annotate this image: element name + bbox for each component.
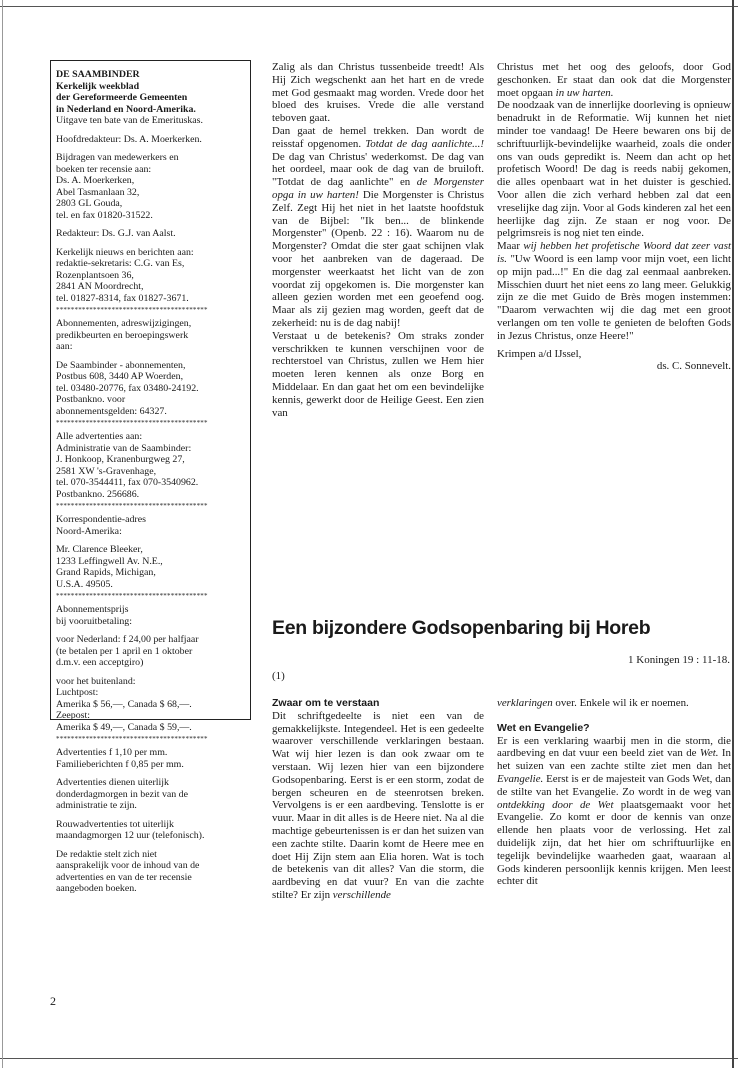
advertising-rates: Advertenties f 1,10 per mm. Familieberichten f 0,85 per mm. (56, 747, 184, 770)
page-edge-top (0, 6, 738, 7)
north-america-address: Mr. Clarence Bleeker, 1233 Leffingwell Av. N.E., Grand Rapids, Michigan, U.S.A. 49505. (56, 544, 163, 590)
page-edge-bottom (0, 1058, 738, 1059)
price-netherlands: voor Nederland: f 24,00 per halfjaar (te betalen per 1 april en 1 oktober d.m.v. een acceptgiro) (56, 634, 199, 668)
editor: Redakteur: Ds. G.J. van Aalst. (56, 228, 176, 239)
star-divider: ***************************************** (56, 735, 208, 743)
north-america-heading: Korrespondentie-adres Noord-Amerika: (56, 514, 146, 537)
subscription-price-heading: Abonnementsprijs bij vooruitbetaling: (56, 604, 132, 627)
paragraph: Zalig als dan Christus tussenbeide treedt! Als Hij Zich wegschenkt aan het hart en de vrede met God gesmaakt mag worden. Vrede door het bloed des kruises. Vrede die alle verstand teboven gaat. (272, 61, 484, 125)
page-edge-left (2, 0, 3, 1068)
advertising-deadline: Advertenties dienen uiterlijk donderdagmorgen in bezit van de administratie te zijn. (56, 777, 188, 811)
church-news-address: Kerkelijk nieuws en berichten aan: redaktie-sekretaris: C.G. van Es, Rozenplantsoen 36, 2841 AN Moordrecht, tel. 01827-8314, fax 01827-3671. (56, 246, 194, 304)
paragraph: Christus met het oog des geloofs, door God geschonken. Er staat dan ook dat die Morgenster moet opgaan in uw harten. (497, 61, 731, 99)
subscriptions-address: De Saambinder - abonnementen, Postbus 608, 3440 AP Woerden, tel. 03480-20776, fax 03480-24192. Postbankno. voor abonnementsgelden: 64327. (56, 359, 199, 417)
paragraph: verklaringen over. Enkele wil ik er noemen. (497, 697, 689, 709)
article-part-number: (1) (272, 670, 285, 682)
meditation-column-1 (272, 61, 484, 551)
contributions-address: Bijdragen van medewerkers en boeken ter recensie aan: Ds. A. Moerkerken, Abel Tasmanlaan 32, 2803 GL Gouda, tel. en fax 01820-31522. (56, 152, 179, 221)
masthead-line: Kerkelijk weekblad (56, 80, 140, 92)
signature-name: ds. C. Sonnevelt. (656, 360, 731, 373)
section-heading: Zwaar om te verstaan (272, 697, 380, 709)
article-column-2 (497, 697, 731, 997)
section-heading: Wet en Evangelie? (497, 721, 590, 734)
paragraph: Dan gaat de hemel trekken. Dan wordt de reisstaf opgenomen. Totdat de dag aanlichte...! De dag van Christus' wederkomst. De dag van het oordeel, maar ook de dag van de bruiloft. "Totdat de dag aanlichte" en de Morgenster opga in uw harten! Die Morgenster is Christus Zelf. Zegt Hij het niet in het laatste hoofdstuk van de Bijbel: "Ik ben... de blinkende Morgenster" (Openb. 22 : 16). Waarom nu de Morgenster? Omdat die ster gaat schijnen vlak voor het aanbreken van de dageraad. De morgenster weerkaatst het licht van de zon voordat zij opgekomen is. Die morgenster kan alleen gezien worden met een geoefend oog. Maar als zij gezien mag worden, geeft dat de zekerheid: nu is de dag nabij! (272, 124, 484, 329)
paragraph: Er is een verklaring waarbij men in die storm, die aardbeving en dat vuur een beeld ziet van de Wet. In het suizen van een zachte stilte ziet men dan het Evangelie. Eerst is er de majesteit van Gods Wet, dan de stilte van het Evangelie. Zo wordt in de weg van ontdekking door de Wet plaatsgemaakt voor het Evangelie. Zo komt er door de kennis van onze ellende hen plaats voor de verlossing. Het zal duidelijk zijn, dat het hier om schriftuurlijke en tegelijk bevindelijke waarheden gaat, waaraan al Gods kinderen persoonlijk kennis krijgen. Men leest echter dit (497, 734, 731, 888)
masthead-line: DE SAAMBINDER (56, 69, 140, 80)
star-divider: ***************************************** (56, 306, 208, 314)
chief-editor: Hoofdredakteur: Ds. A. Moerkerken. (56, 133, 202, 145)
article-title: Een bijzondere Godsopenbaring bij Horeb (272, 617, 651, 639)
paragraph: Maar wij hebben het profetische Woord dat zeer vast is. "Uw Woord is een lamp voor mijn voet, een licht op mijn pad...!" En die dag zal eenmaal aanbreken. Misschien duurt het niet eens zo lang meer. Gelukkig zijn ze die met Guido de Brès mogen instemmen: "Daarom verwachten wij die dag met een groot verlangen om ten volle te genieten de beloften Gods in Jezus Christus, onze Heere!" (497, 240, 731, 342)
masthead-line: in Nederland en Noord-Amerika. (56, 103, 196, 115)
star-divider: ***************************************** (56, 419, 208, 427)
article-column-1 (272, 697, 484, 997)
bible-reference: 1 Koningen 19 : 11-18. (628, 654, 730, 666)
signature-place: Krimpen a/d IJssel, (497, 347, 582, 360)
masthead-line: der Gereformeerde Gemeenten (56, 92, 188, 103)
colophon-box (50, 60, 251, 894)
masthead-block (56, 69, 245, 127)
price-abroad: voor het buitenland: Luchtpost: Amerika $ 56,—, Canada $ 68,—. Zeepost: Amerika $ 49,—, Canada $ 59,—. (56, 675, 192, 733)
disclaimer: De redaktie stelt zich niet aansprakelijk voor de inhoud van de advertenties en van de ter recensie aangeboden boeken. (56, 848, 200, 894)
star-divider: ***************************************** (56, 592, 208, 600)
masthead-line: Uitgave ten bate van de Emerituskas. (56, 115, 203, 126)
subscriptions-heading: Abonnementen, adreswijzigingen, predikbeurten en beroepingswerk aan: (56, 318, 192, 352)
paragraph: Dit schriftgedeelte is niet een van de gemakkelijkste. Integendeel. Het is een gedeelte waarover verschillende verklaringen bestaan. Wat wij hier lezen is dan ook zwaar om te verstaan. Wij lezen hier van een bijzondere Godsopenbaring. Eerst is er een storm, zodat de bergen scheuren en de steenrotsen breken. Vervolgens is er een aardbeving. Tenslotte is er vuur. Maar in dit alles is de Heere niet. Na al die machtige gebeurtenissen is er dan het suizen van een zachte stilte. Daarin komt de Heere mee en doet Hij Zijn stem aan Elia horen. Wat is toch de betekenis van dit alles? Van die storm, die aardbeving en dat vuur? En van die zachte stilte? Er zijn verschillende (272, 709, 484, 901)
meditation-column-2 (497, 61, 731, 561)
advertising-address: Alle advertenties aan: Administratie van de Saambinder: J. Honkoop, Kranenburgweg 27, 2581 XW 's-Gravenhage, tel. 070-3544411, fax 070-3540962. Postbankno. 256686. (56, 431, 199, 500)
page-number: 2 (50, 994, 56, 1008)
paragraph: Verstaat u de betekenis? Om straks zonder verschrikken te kunnen verschijnen voor de rechterstoel van Christus, zullen we Hem hier moeten leren kennen als onze Borg en Middelaar. En dan gaat het om een bevindelijke kennis, gewerkt door de Heilige Geest. Een zien van (272, 329, 484, 419)
page-edge-right (732, 0, 734, 1068)
funeral-ad-deadline: Rouwadvertenties tot uiterlijk maandagmorgen 12 uur (telefonisch). (56, 818, 205, 841)
paragraph: De noodzaak van de innerlijke doorleving is opnieuw benadrukt in de Reformatie. Wij kunnen het niet minder toe vandaag! De Heere bewaren ons bij de schriftuurlijk-bevindelijke waarheid, zoals die onder ons van ouds gepredikt is. Neem dan acht op het profetisch Woord! De dag is reeds nabij gekomen, die alles openbaart wat in het duister is geschied. Voor allen die zich verhard hebben zal dat een vreselijke dag zijn. Voor al Gods kinderen zal het een heerlijke dag zijn. Ze staan er nog voor. De pelgrimsreis is nog niet ten einde. (497, 99, 731, 240)
star-divider: ***************************************** (56, 502, 208, 510)
